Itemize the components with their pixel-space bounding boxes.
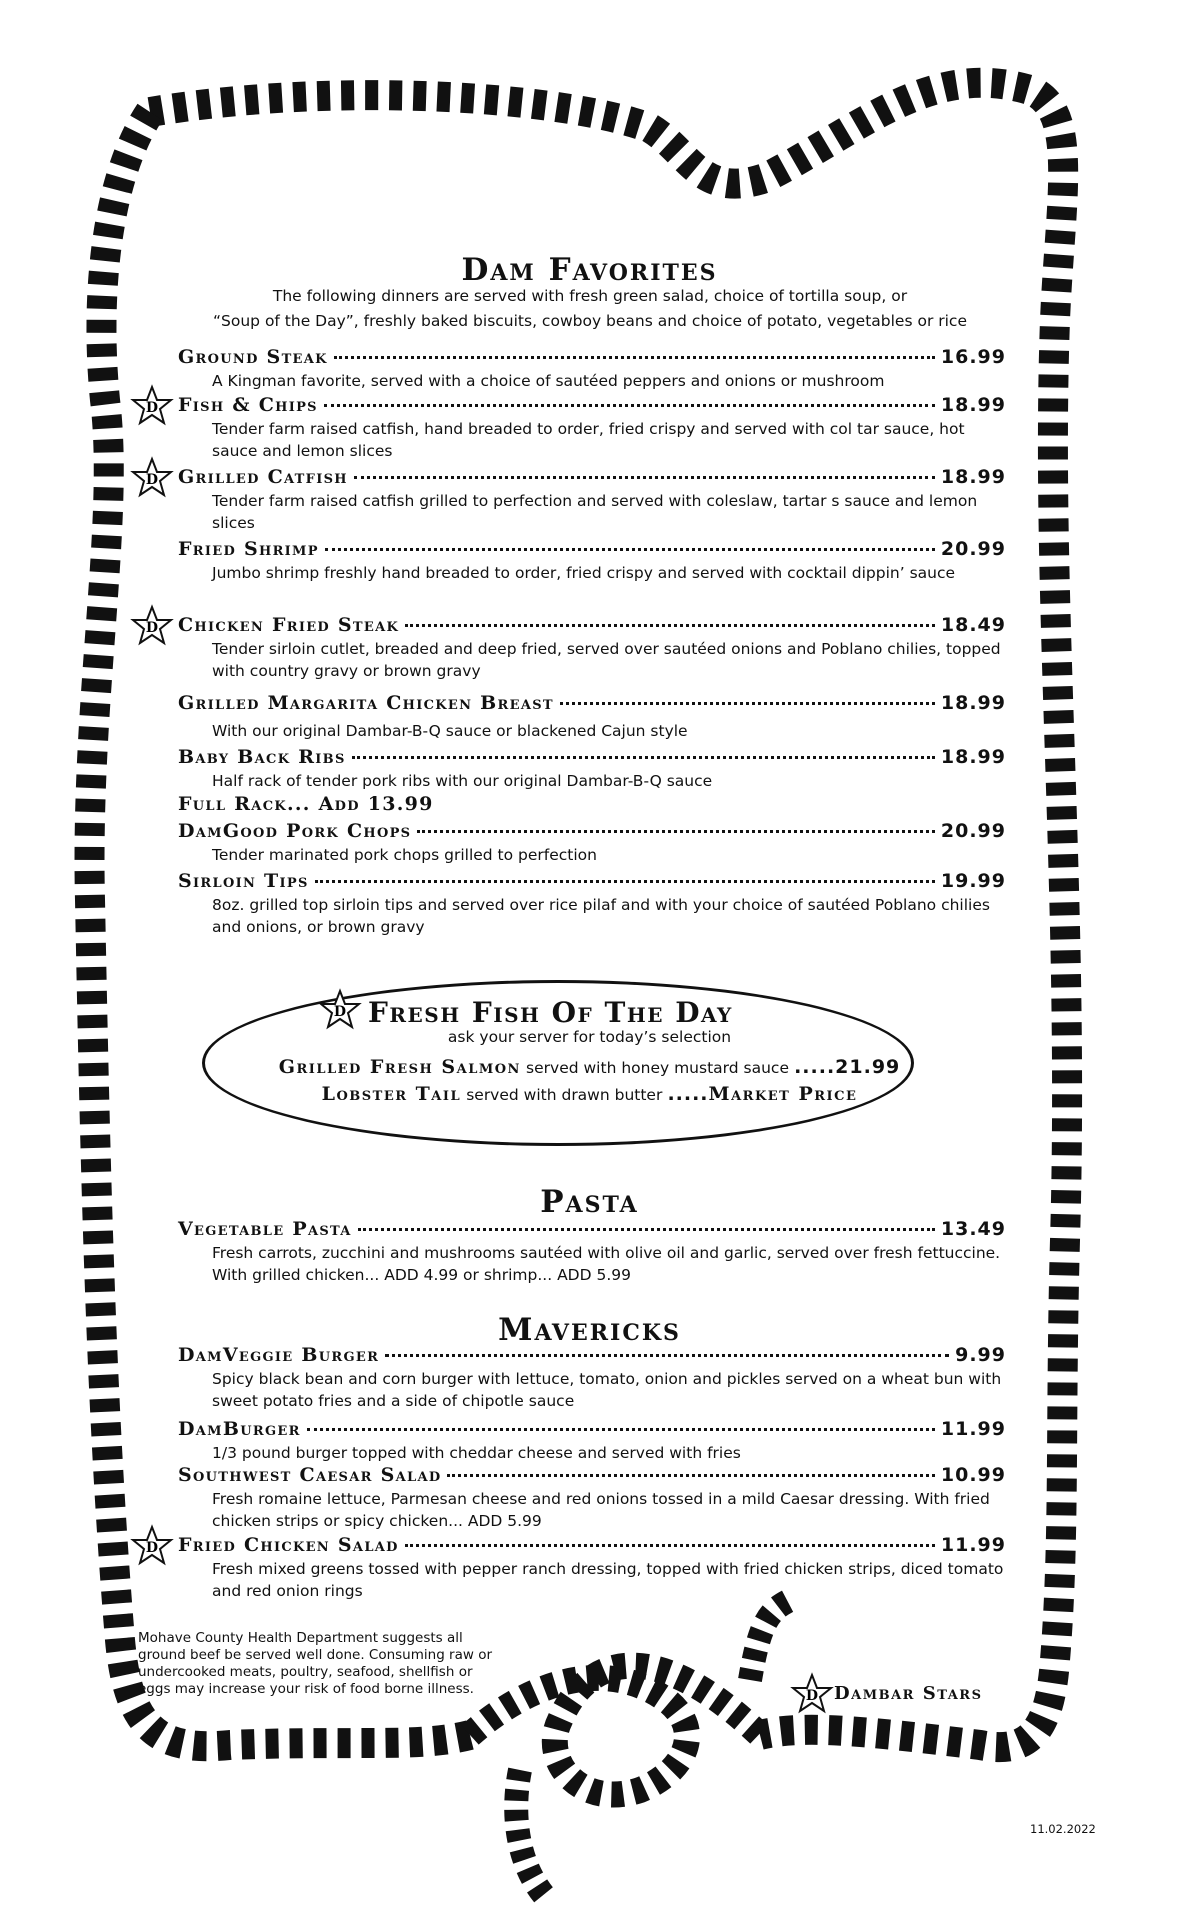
item-name: Baby Back Ribs (178, 746, 346, 768)
lobster-price: Market Price (708, 1083, 858, 1105)
item-name: Sirloin Tips (178, 870, 309, 892)
item-price: 16.99 (940, 346, 1006, 368)
legend-dambar-stars: Dambar Stars (834, 1683, 983, 1704)
leader-dots (352, 756, 935, 759)
item-description: Tender marinated pork chops grilled to perfection (212, 846, 597, 864)
fresh-fish-title: Fresh Fish Of The Day (368, 996, 733, 1029)
item-price: 11.99 (940, 1534, 1006, 1556)
intro-line-1: The following dinners are served with fresh green salad, choice of tortilla soup, or (272, 287, 908, 305)
item-name: Grilled Catfish (178, 466, 348, 488)
item-description: A Kingman favorite, served with a choice of sautéed peppers and onions or mushroom (212, 372, 885, 390)
item-description: Fresh romaine lettuce, Parmesan cheese and red onions tossed in a mild Caesar dressing. With fried chicken strips or spicy chicken... ADD 5.99 (212, 1490, 990, 1530)
dambar-star-icon (318, 988, 362, 1032)
lobster-dots: ..... (667, 1083, 709, 1105)
item-price: 18.49 (940, 614, 1006, 636)
leader-dots (447, 1474, 934, 1477)
item-description: Fresh mixed greens tossed with pepper ranch dressing, topped with fried chicken strips, diced tomato and red onion rings (212, 1560, 1004, 1600)
item-description: Spicy black bean and corn burger with lettuce, tomato, onion and pickles served on a wheat bun with sweet potato fries and a side of chipotle sauce (212, 1370, 1002, 1410)
leader-dots (324, 404, 935, 407)
item-description: 8oz. grilled top sirloin tips and served over rice pilaf and with your choice of sautéed Poblano chilies and onions, or brown gravy (212, 896, 990, 936)
dambar-star-icon (130, 384, 174, 428)
svg-text:D: D (145, 1540, 159, 1556)
item-name: Fried Shrimp (178, 538, 319, 560)
salmon-dots: ..... (794, 1056, 836, 1078)
item-name: DamGood Pork Chops (178, 820, 412, 842)
item-description: Half rack of tender pork ribs with our original Dambar-B-Q sauce (212, 772, 713, 790)
leader-dots (405, 624, 935, 627)
item-price: 20.99 (940, 820, 1006, 842)
item-price: 11.99 (940, 1418, 1006, 1440)
menu-item-baby-back-ribs (178, 746, 1006, 815)
menu-item-grilled-margarita-chicken (178, 692, 1006, 742)
leader-dots (358, 1228, 935, 1231)
lobster-name: Lobster Tail (321, 1083, 462, 1105)
svg-text:D: D (333, 1004, 347, 1020)
menu-item-fried-shrimp (178, 538, 1006, 584)
item-name: DamBurger (178, 1418, 301, 1440)
menu-item-sirloin-tips (178, 870, 1006, 938)
item-description: Fresh carrots, zucchini and mushrooms sautéed with olive oil and garlic, served over fresh fettuccine. With grilled chicken... ADD 4.99 or shrimp... ADD 5.99 (212, 1244, 1001, 1284)
item-name: Fried Chicken Salad (178, 1534, 399, 1556)
salmon-description: served with honey mustard sauce (526, 1059, 789, 1077)
item-name: DamVeggie Burger (178, 1344, 380, 1366)
lobster-description: served with drawn butter (466, 1086, 663, 1104)
leader-dots (334, 356, 935, 359)
item-description: 1/3 pound burger topped with cheddar cheese and served with fries (212, 1444, 741, 1462)
intro-line-2: “Soup of the Day”, freshly baked biscuits, cowboy beans and choice of potato, vegetables or rice (213, 312, 967, 330)
leader-dots (354, 476, 935, 479)
salmon-price: 21.99 (835, 1056, 901, 1078)
menu-item-ground-steak (178, 346, 1006, 392)
dambar-star-icon (130, 604, 174, 648)
item-description: Tender farm raised catfish, hand breaded to order, fried crispy and served with col tar sauce, hot sauce and lemon slices (212, 420, 965, 460)
menu-item-damgood-pork-chops (178, 820, 1006, 866)
item-name: Vegetable Pasta (178, 1218, 352, 1240)
section-title-pasta: Pasta (540, 1184, 639, 1220)
item-price: 13.49 (940, 1218, 1006, 1240)
health-department-note: Mohave County Health Department suggests all ground beef be served well done. Consuming raw or undercooked meats, poultry, seafood, shellfish or eggs may increase your risk of food borne illness. (138, 1630, 493, 1697)
svg-text:D: D (145, 472, 159, 488)
fresh-fish-lobster (0, 1083, 1179, 1105)
menu-item-damveggie-burger (178, 1344, 1006, 1412)
item-price: 18.99 (940, 466, 1006, 488)
item-description: With our original Dambar-B-Q sauce or blackened Cajun style (212, 722, 688, 740)
fresh-fish-salmon (0, 1056, 1179, 1078)
leader-dots (307, 1428, 935, 1431)
svg-text:D: D (145, 400, 159, 416)
section-title-mavericks: Mavericks (498, 1312, 681, 1348)
legend-star-icon (790, 1672, 834, 1716)
menu-item-damburger (178, 1418, 1006, 1464)
dambar-star-icon (130, 1524, 174, 1568)
menu-item-fried-chicken-salad (178, 1534, 1006, 1602)
menu-item-grilled-catfish (178, 466, 1006, 534)
item-price: 10.99 (940, 1464, 1006, 1486)
item-price: 9.99 (955, 1344, 1006, 1366)
dambar-star-icon (130, 456, 174, 500)
item-price: 18.99 (940, 692, 1006, 714)
item-name: Southwest Caesar Salad (178, 1464, 442, 1486)
item-name: Chicken Fried Steak (178, 614, 400, 636)
section-title-dam-favorites: Dam Favorites (461, 252, 718, 288)
leader-dots (405, 1544, 935, 1547)
item-description: Tender sirloin cutlet, breaded and deep fried, served over sautéed onions and Poblano chilies, topped with country gravy or brown gravy (212, 640, 1001, 680)
revision-date: 11.02.2022 (1030, 1822, 1096, 1836)
salmon-name: Grilled Fresh Salmon (278, 1056, 521, 1078)
leader-dots (385, 1354, 949, 1357)
item-name: Grilled Margarita Chicken Breast (178, 692, 554, 714)
leader-dots (560, 702, 935, 705)
fresh-fish-subtitle: ask your server for today’s selection (447, 1028, 732, 1046)
item-description: Jumbo shrimp freshly hand breaded to order, fried crispy and served with cocktail dippin’ sauce (212, 564, 956, 582)
favorites-intro (150, 284, 1030, 334)
leader-dots (417, 830, 935, 833)
menu-item-fish-and-chips (178, 394, 1006, 462)
item-price: 18.99 (940, 394, 1006, 416)
item-price: 19.99 (940, 870, 1006, 892)
item-price: 18.99 (940, 746, 1006, 768)
leader-dots (315, 880, 935, 883)
svg-text:D: D (805, 1688, 819, 1704)
menu-item-southwest-caesar-salad (178, 1464, 1006, 1532)
item-description: Tender farm raised catfish grilled to perfection and served with coleslaw, tartar s sauce and lemon slices (212, 492, 978, 532)
item-name: Ground Steak (178, 346, 328, 368)
menu-item-vegetable-pasta (178, 1218, 1006, 1286)
svg-text:D: D (145, 620, 159, 636)
item-price: 20.99 (940, 538, 1006, 560)
menu-item-chicken-fried-steak (178, 614, 1006, 682)
leader-dots (325, 548, 935, 551)
item-extra-full-rack: Full Rack... Add 13.99 (178, 793, 434, 815)
item-name: Fish & Chips (178, 394, 318, 416)
